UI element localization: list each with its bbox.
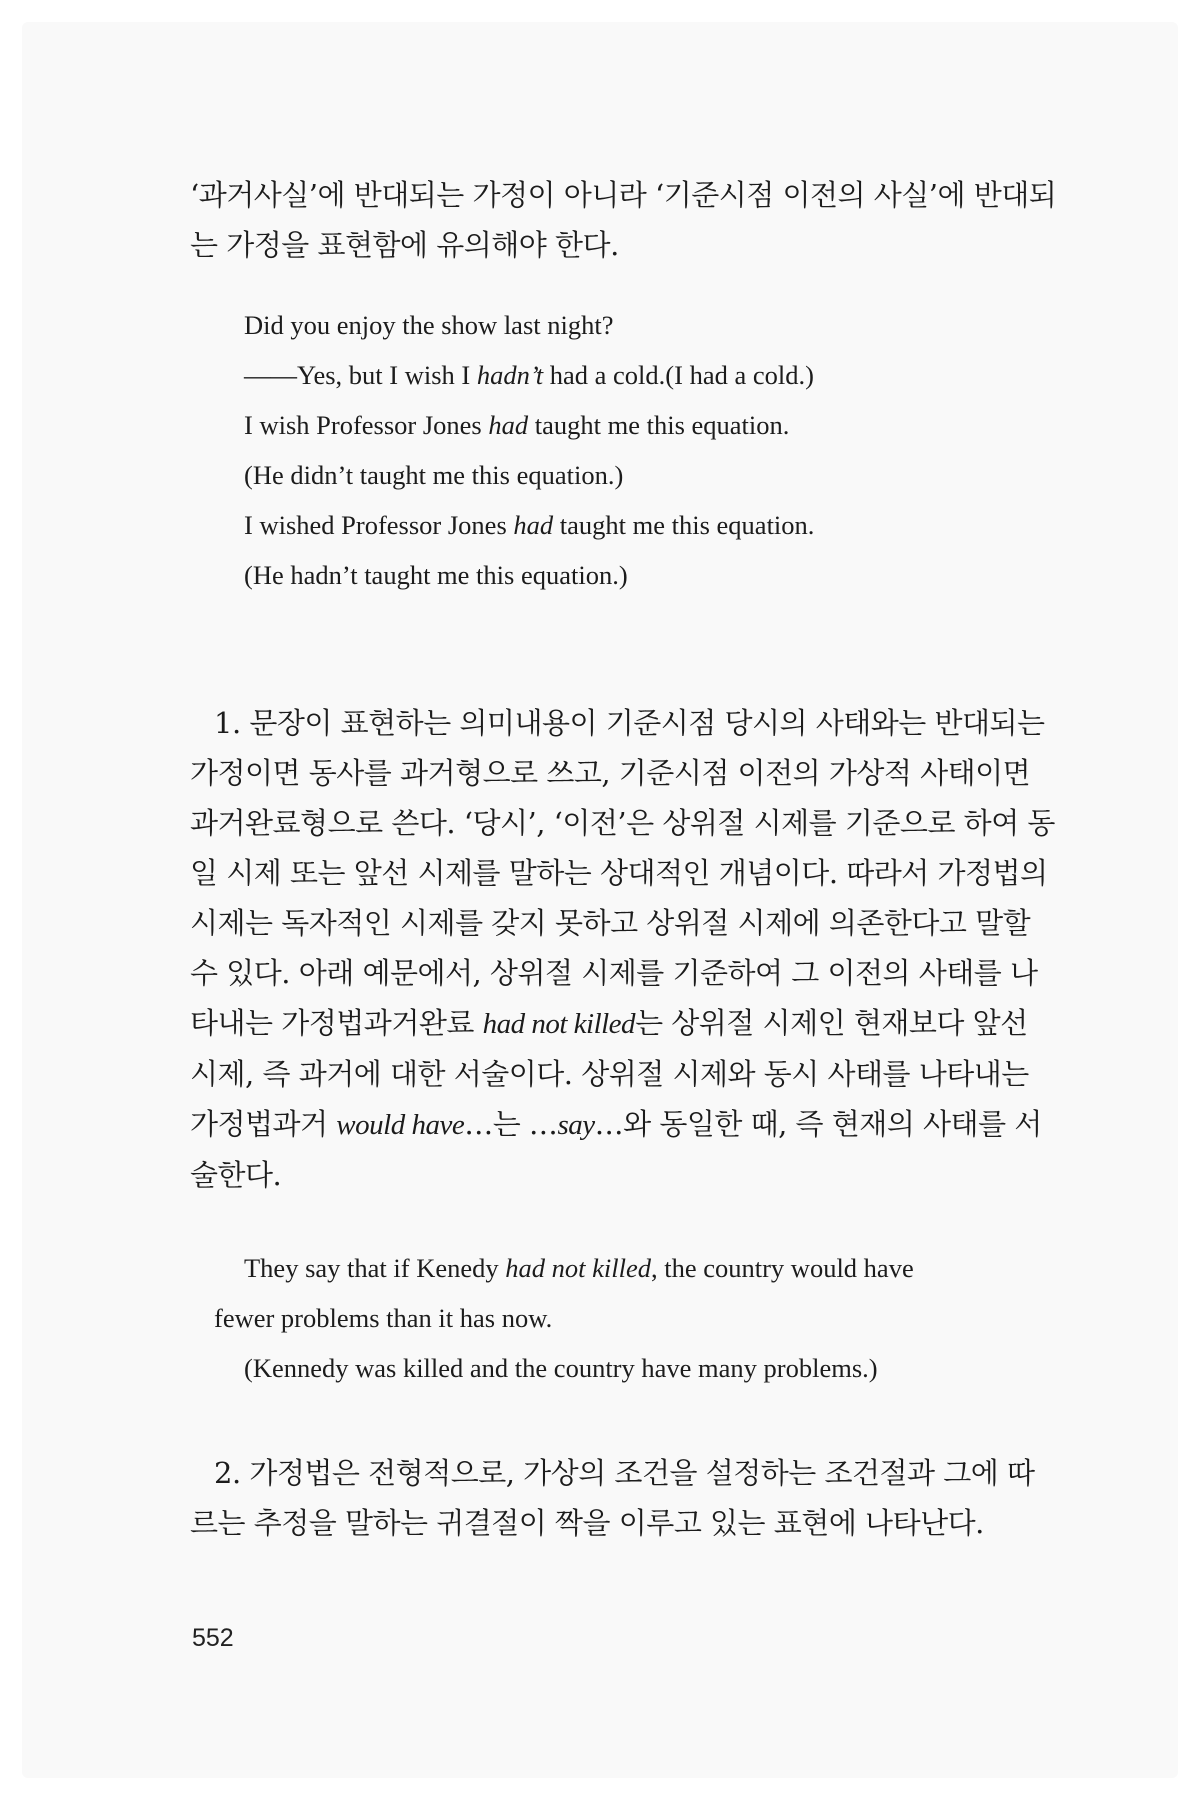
text-line: 시제는 독자적인 시제를 갖지 못하고 상위절 시제에 의존한다고 말할 <box>190 906 1031 940</box>
text-run: 는 상위절 시제인 현재보다 앞선 <box>635 1006 1028 1040</box>
text-run: They say that if Kenedy <box>244 1253 506 1283</box>
example-line <box>244 500 1139 550</box>
text-run: 타내는 가정법과거완료 <box>190 1006 483 1040</box>
text-run: …와 동일한 때, 즉 현재의 사태를 서 <box>594 1107 1042 1141</box>
text-line: 는 가정을 표현함에 유의해야 한다. <box>190 228 619 262</box>
text-line: 르는 추정을 말하는 귀결절이 짝을 이루고 있는 표현에 나타난다. <box>190 1506 984 1540</box>
example-line: (He didn’t taught me this equation.) <box>244 460 624 490</box>
text-run: taught me this equation. <box>553 510 815 540</box>
text-line <box>190 998 1085 1049</box>
italic-run: would have <box>336 1109 465 1141</box>
text-run: ——Yes, but I wish I <box>244 360 477 390</box>
example-line: fewer problems than it has now. <box>214 1303 553 1333</box>
text-line: 1. 문장이 표현하는 의미내용이 기준시점 당시의 사태와는 반대되는 <box>214 706 1045 740</box>
text-run: had a cold.(I had a cold.) <box>543 360 814 390</box>
text-line: 술한다. <box>190 1158 282 1192</box>
example-block-1 <box>244 300 1139 600</box>
text-run: …는 … <box>464 1107 558 1141</box>
example-block-2 <box>190 1243 1085 1393</box>
text-run: 가정법과거 <box>190 1107 337 1141</box>
text-line: 일 시제 또는 앞선 시제를 말하는 상대적인 개념이다. 따라서 가정법의 <box>190 856 1048 890</box>
text-line: 2. 가정법은 전형적으로, 가상의 조건을 설정하는 조건절과 그에 따 <box>214 1456 1035 1490</box>
text-line <box>190 1099 1085 1150</box>
page-number: 552 <box>192 1624 234 1652</box>
example-line <box>244 350 1139 400</box>
section-2-paragraph <box>190 1448 1085 1548</box>
italic-run: had <box>488 410 529 440</box>
example-line: Did you enjoy the show last night? <box>244 310 614 340</box>
italic-run: had not killed <box>505 1253 651 1283</box>
text-line: 시제, 즉 과거에 대한 서술이다. 상위절 시제와 동시 사태를 나타내는 <box>190 1057 1029 1091</box>
text-run: , the country would have <box>650 1253 914 1283</box>
text-line: 가정이면 동사를 과거형으로 쓰고, 기준시점 이전의 가상적 사태이면 <box>190 756 1031 790</box>
italic-run: had <box>513 510 554 540</box>
intro-paragraph <box>190 170 1085 270</box>
italic-run: had not killed <box>482 1008 636 1040</box>
text-line: 과거완료형으로 쓴다. ‘당시’, ‘이전’은 상위절 시제를 기준으로 하여 동 <box>190 806 1055 840</box>
example-line: (He hadn’t taught me this equation.) <box>244 560 628 590</box>
example-line <box>190 1243 1085 1293</box>
text-run: taught me this equation. <box>528 410 790 440</box>
text-run: I wished Professor Jones <box>244 510 514 540</box>
example-line: (Kennedy was killed and the country have many problems.) <box>244 1353 878 1383</box>
italic-run: say <box>557 1109 595 1141</box>
section-1-paragraph <box>190 698 1085 1200</box>
text-line: ‘과거사실’에 반대되는 가정이 아니라 ‘기준시점 이전의 사실’에 반대되 <box>190 178 1057 212</box>
italic-run: hadn’t <box>476 360 544 390</box>
example-line <box>244 400 1139 450</box>
text-line: 수 있다. 아래 예문에서, 상위절 시제를 기준하여 그 이전의 사태를 나 <box>190 956 1038 990</box>
text-run: I wish Professor Jones <box>244 410 489 440</box>
